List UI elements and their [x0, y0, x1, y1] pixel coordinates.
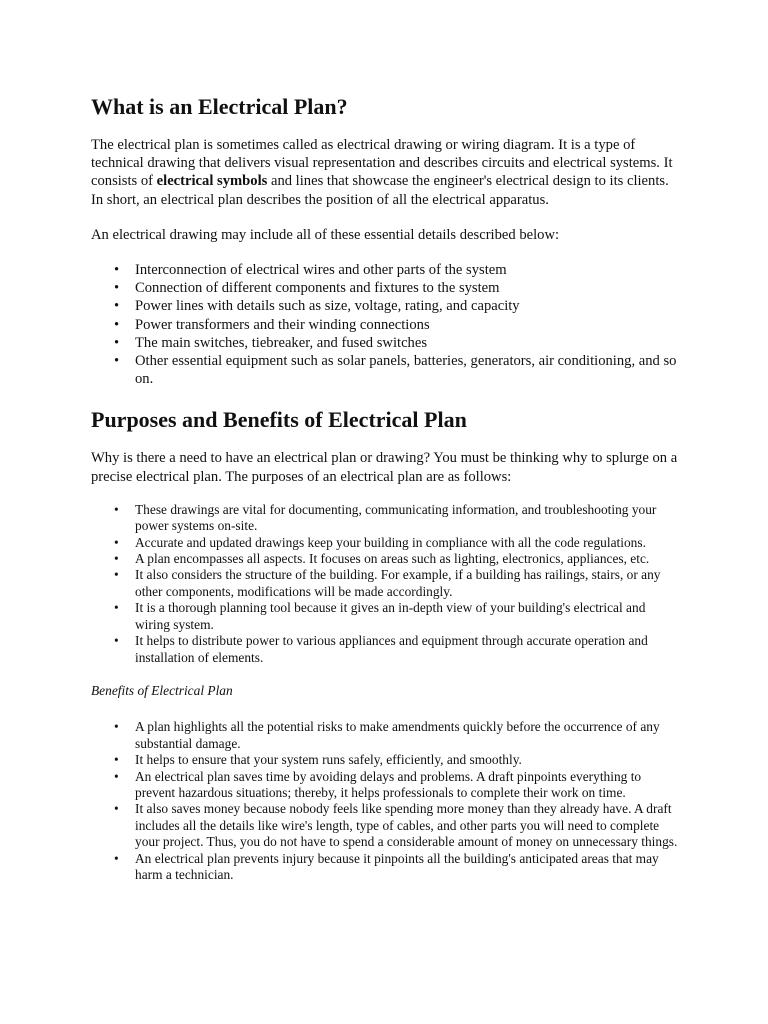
details-lead-paragraph: An electrical drawing may include all of these essential details described below:	[91, 226, 560, 243]
list-item: • It also saves money because nobody feels like spending more money than they already have. A draft includes all the details like wire's length, type of cables, and other parts you will need to complete your project. Thus, you do not have to spend a considerable amount of money on unnecessary things.	[135, 801, 681, 850]
document-page	[91, 94, 681, 883]
benefits-list	[91, 719, 681, 883]
list-item: • The main switches, tiebreaker, and fused switches	[135, 334, 681, 352]
list-item: • It is a thorough planning tool because it gives an in-depth view of your building's electrical and wiring system.	[135, 600, 681, 633]
intro-text-end: and lines that showcase the engineer's electrical design to its clients. In short, an electrical plan describes the position of all the electrical apparatus.	[91, 173, 669, 208]
purposes-intro-paragraph: Why is there a need to have an electrical plan or drawing? You must be thinking why to splurge on a precise electrical plan. The purposes of an electrical plan are as follows:	[91, 450, 678, 485]
list-item: • Other essential equipment such as solar panels, batteries, generators, air conditioning, and so on.	[135, 352, 681, 388]
purposes-list	[91, 502, 681, 666]
list-item: • An electrical plan prevents injury because it pinpoints all the building's anticipated areas that may harm a technician.	[135, 851, 681, 884]
intro-text-start: The electrical plan is sometimes called as electrical drawing or wiring diagram. It is a type of technical drawing that delivers visual representation and describes circuits and electrical systems. It consists of	[91, 137, 673, 190]
list-item: • Interconnection of electrical wires and other parts of the system	[135, 261, 681, 279]
benefits-subheading: Benefits of Electrical Plan	[91, 682, 233, 698]
list-item: • Connection of different components and fixtures to the system	[135, 279, 681, 297]
list-item: • Power transformers and their winding connections	[135, 316, 681, 334]
list-item: • Accurate and updated drawings keep your building in compliance with all the code regulations.	[135, 535, 681, 551]
intro-paragraph	[91, 136, 681, 209]
list-item: • These drawings are vital for documenting, communicating information, and troubleshooting your power systems on-site.	[135, 502, 681, 535]
list-item: • Power lines with details such as size, voltage, rating, and capacity	[135, 297, 681, 315]
heading-purposes-benefits: Purposes and Benefits of Electrical Plan	[91, 407, 467, 433]
list-item: • An electrical plan saves time by avoiding delays and problems. A draft pinpoints everything to prevent hazardous situations; thereby, it helps professionals to complete their work on time.	[135, 769, 681, 802]
essential-details-list	[91, 261, 681, 388]
list-item: • A plan highlights all the potential risks to make amendments quickly before the occurrence of any substantial damage.	[135, 719, 681, 752]
list-item: • It also considers the structure of the building. For example, if a building has railings, stairs, or any other components, modifications will be made accordingly.	[135, 567, 681, 600]
list-item: • It helps to distribute power to various appliances and equipment through accurate operation and installation of elements.	[135, 633, 681, 666]
bold-term-electrical-symbols: electrical symbols	[156, 173, 268, 190]
list-item: • A plan encompasses all aspects. It focuses on areas such as lighting, electronics, appliances, etc.	[135, 551, 681, 567]
heading-what-is-electrical-plan: What is an Electrical Plan?	[91, 94, 348, 119]
list-item: • It helps to ensure that your system runs safely, efficiently, and smoothly.	[135, 752, 681, 768]
